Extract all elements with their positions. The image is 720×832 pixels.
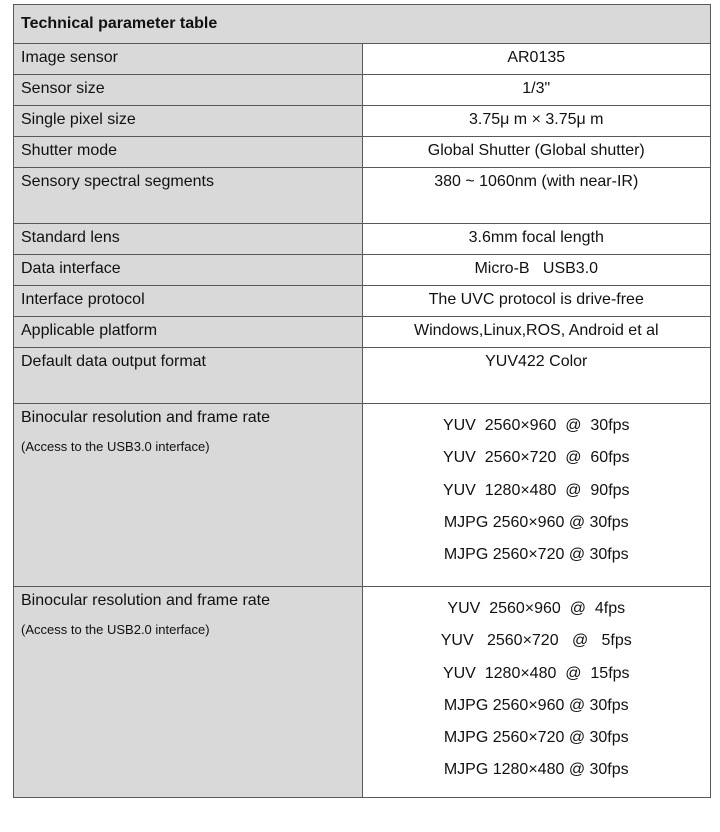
table-row xyxy=(14,286,711,317)
param-label: Single pixel size xyxy=(14,106,363,137)
param-value: YUV422 Color xyxy=(362,348,711,404)
usb3-label-cell xyxy=(14,404,363,587)
mode-entry: YUV 1280×480 @ 90fps xyxy=(442,481,630,499)
table-row xyxy=(14,44,711,75)
param-label: Sensor size xyxy=(14,75,363,106)
table-row xyxy=(14,106,711,137)
table-row xyxy=(14,348,711,404)
usb2-label: Binocular resolution and frame rate xyxy=(21,592,271,609)
param-value: The UVC protocol is drive-free xyxy=(362,286,711,317)
usb3-modes-cell xyxy=(362,404,711,587)
usb3-label: Binocular resolution and frame rate xyxy=(21,409,271,426)
mode-entry: YUV 2560×720 @ 60fps xyxy=(442,449,630,467)
mode-entry: MJPG 1280×480 @ 30fps xyxy=(443,761,629,779)
param-label: Applicable platform xyxy=(14,317,363,348)
table-row xyxy=(14,224,711,255)
param-value: Micro-B USB3.0 xyxy=(362,255,711,286)
param-label: Interface protocol xyxy=(14,286,363,317)
param-label: Data interface xyxy=(14,255,363,286)
param-value: 3.75μ m × 3.75μ m xyxy=(362,106,711,137)
param-label: Default data output format xyxy=(14,348,363,404)
table-row xyxy=(14,75,711,106)
table-row-usb2-modes xyxy=(14,587,711,798)
mode-entry: MJPG 2560×720 @ 30fps xyxy=(443,546,629,564)
param-value: 3.6mm focal length xyxy=(362,224,711,255)
parameter-table xyxy=(13,4,711,798)
param-label: Sensory spectral segments xyxy=(14,168,363,224)
table-row-usb3-modes xyxy=(14,404,711,587)
mode-entry: YUV 2560×960 @ 30fps xyxy=(442,417,630,434)
mode-entry: YUV 2560×720 @ 5fps xyxy=(440,632,632,650)
usb3-note: (Access to the USB3.0 interface) xyxy=(21,439,210,454)
mode-entry: MJPG 2560×960 @ 30fps xyxy=(443,513,629,531)
param-label: Shutter mode xyxy=(14,137,363,168)
mode-entry: MJPG 2560×720 @ 30fps xyxy=(443,729,629,747)
param-value: 380 ~ 1060nm (with near-IR) xyxy=(362,168,711,224)
table-header-row xyxy=(14,5,711,44)
table-title: Technical parameter table xyxy=(14,5,711,44)
table-row xyxy=(14,168,711,224)
mode-entry: YUV 1280×480 @ 15fps xyxy=(442,664,630,682)
mode-entry: MJPG 2560×960 @ 30fps xyxy=(443,696,629,714)
param-value: Windows,Linux,ROS, Android et al xyxy=(362,317,711,348)
param-label: Standard lens xyxy=(14,224,363,255)
param-value: 1/3" xyxy=(362,75,711,106)
param-value: Global Shutter (Global shutter) xyxy=(362,137,711,168)
param-value: AR0135 xyxy=(362,44,711,75)
param-label: Image sensor xyxy=(14,44,363,75)
usb2-modes-cell xyxy=(362,587,711,798)
usb2-note: (Access to the USB2.0 interface) xyxy=(21,622,210,637)
table-row xyxy=(14,317,711,348)
mode-entry: YUV 2560×960 @ 4fps xyxy=(447,600,626,617)
table-row xyxy=(14,137,711,168)
table-row xyxy=(14,255,711,286)
usb2-label-cell xyxy=(14,587,363,798)
